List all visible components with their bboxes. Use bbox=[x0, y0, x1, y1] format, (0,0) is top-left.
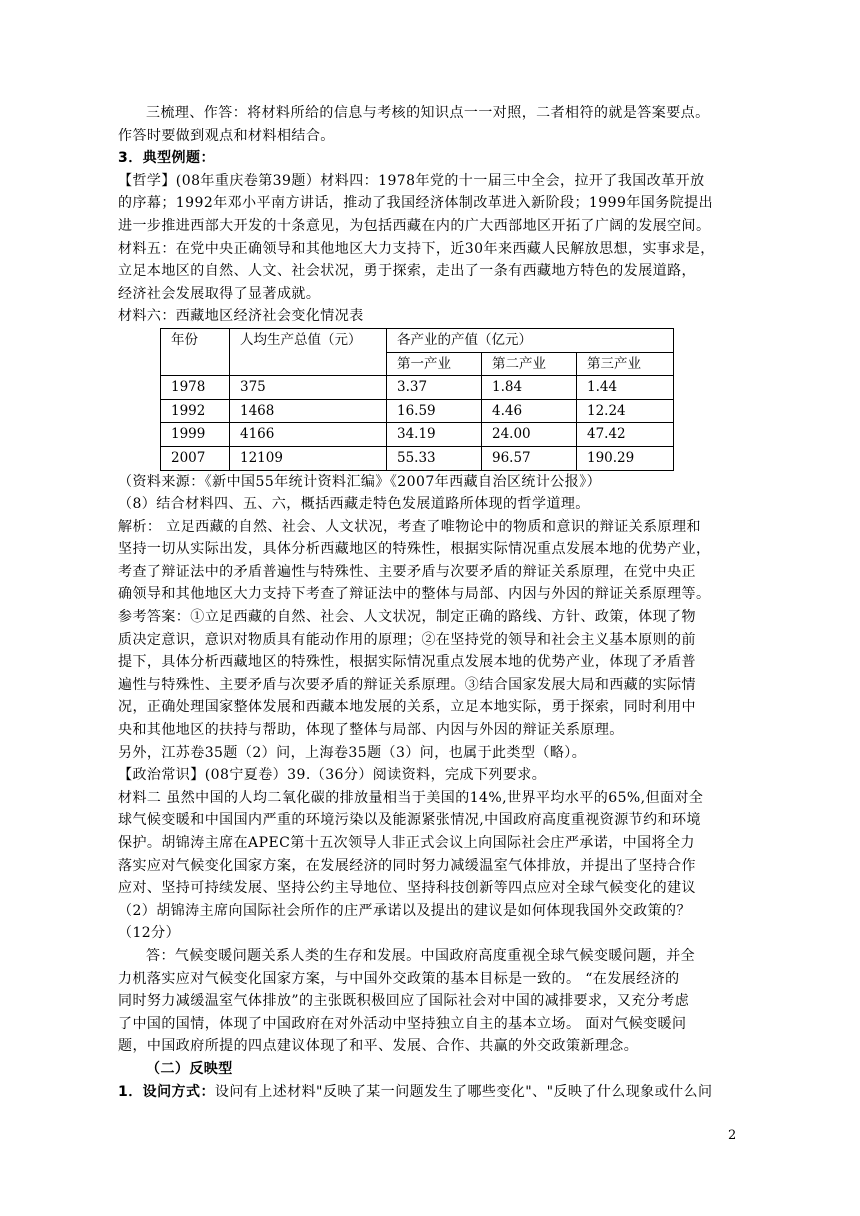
reference-answer-line: 遍性与特殊性、主要矛盾与次要矛盾的辩证关系原理。③结合国家发展大局和西藏的实际情 bbox=[118, 676, 696, 693]
analysis-line: 确领导和其他地区大力支持下考查了辩证法中的整体与局部、内因与外因的辩证关系原理等。 bbox=[118, 586, 711, 603]
material-line: 材料二 虽然中国的人均二氧化碳的排放量相当于美国的14%,世界平均水平的65%,但面对全 bbox=[118, 789, 704, 806]
cell-gdp: 1468 bbox=[230, 399, 387, 423]
reference-answer-line: 提下，具体分析西藏地区的特殊性，根据实际情况重点发展本地的优势产业，体现了矛盾普 bbox=[118, 654, 696, 671]
economic-table bbox=[160, 328, 674, 471]
reference-answer-line: 参考答案：①立足西藏的自然、社会、人文状况，制定正确的路线、方针、政策，体现了物 bbox=[118, 609, 696, 626]
question-method-text: 设问有上述材料"反映了某一问题发生了哪些变化"、"反映了什么现象或什么问 bbox=[214, 1083, 713, 1100]
header-year: 年份 bbox=[161, 328, 230, 375]
material-line: 落实应对气候变化国家方案，在发展经济的同时努力减缓温室气体排放，并提出了坚持合作 bbox=[118, 857, 696, 874]
cell-secondary: 4.46 bbox=[482, 399, 577, 423]
paragraph-line: 的序幕；1992年邓小平南方讲话，推动了我国经济体制改革进入新阶段；1999年国务院提出 bbox=[118, 195, 714, 212]
question-line: （2）胡锦涛主席向国际社会所作的庄严承诺以及提出的建议是如何体现我国外交政策的？ bbox=[118, 902, 691, 919]
answer-line: 力机落实应对气候变化国家方案，与中国外交政策的基本目标是一致的。 “在发展经济的 bbox=[118, 970, 680, 987]
paragraph-line: 三梳理、作答：将材料所给的信息与考核的知识点一一对照，二者相符的就是答案要点。 bbox=[146, 105, 710, 121]
cell-secondary: 1.84 bbox=[482, 376, 577, 400]
cell-year: 1978 bbox=[161, 376, 230, 400]
cell-secondary: 96.57 bbox=[482, 446, 577, 470]
answer-line: 题，中国政府所提的四点建议体现了和平、发展、合作、共赢的外交政策新理念。 bbox=[118, 1038, 639, 1055]
question-line: （12分） bbox=[118, 925, 181, 942]
paragraph-line bbox=[118, 1081, 744, 1104]
cell-tertiary: 47.42 bbox=[577, 423, 674, 447]
cell-gdp: 4166 bbox=[230, 423, 387, 447]
paragraph-line: 【政治常识】(08宁夏卷）39.（36分）阅读资料，完成下列要求。 bbox=[118, 767, 547, 784]
header-primary: 第一产业 bbox=[387, 352, 482, 376]
analysis-line: 解析： 立足西藏的自然、社会、人文状况，考查了唯物论中的物质和意识的辩证关系原理和 bbox=[118, 518, 701, 535]
cell-gdp: 375 bbox=[230, 376, 387, 400]
cell-primary: 3.37 bbox=[387, 376, 482, 400]
answer-line: 同时努力减缓温室气体排放”的主张既积极回应了国际社会对中国的减排要求，又充分考虑 bbox=[118, 993, 690, 1010]
answer-line: 了中国的国情，体现了中国政府在对外活动中坚持独立自主的基本立场。 面对气候变暖问 bbox=[118, 1015, 687, 1032]
reference-answer-line: 央和其他地区的扶持与帮助，体现了整体与局部、内因与外因的辩证关系原理。 bbox=[118, 722, 624, 739]
page-number: 2 bbox=[728, 1128, 737, 1143]
table-caption: 材料六：西藏地区经济社会变化情况表 bbox=[118, 308, 364, 325]
header-industry: 各产业的产值（亿元） bbox=[387, 328, 674, 352]
paragraph-line: 另外，江苏卷35题（2）问，上海卷35题（3）问，也属于此类型（略）。 bbox=[118, 744, 587, 761]
answer-line: 答：气候变暖问题关系人类的生存和发展。中国政府高度重视全球气候变暖问题，并全 bbox=[146, 947, 696, 964]
reference-answer-line: 质决定意识，意识对物质具有能动作用的原理；②在坚持党的领导和社会主义基本原则的前 bbox=[118, 631, 696, 648]
cell-year: 2007 bbox=[161, 446, 230, 470]
cell-year: 1999 bbox=[161, 423, 230, 447]
paragraph-line: 立足本地区的自然、人文、社会状况，勇于探索，走出了一条有西藏地方特色的发展道路， bbox=[118, 263, 696, 280]
cell-primary: 16.59 bbox=[387, 399, 482, 423]
paragraph-line: 【哲学】(08年重庆卷第39题）材料四：1978年党的十一届三中全会，拉开了我国改革开放 bbox=[118, 172, 705, 189]
table-row bbox=[161, 446, 674, 470]
cell-tertiary: 1.44 bbox=[577, 376, 674, 400]
paragraph-line: 进一步推进西部大开发的十条意见，为包括西藏在内的广大西部地区开拓了广阔的发展空间。 bbox=[118, 217, 711, 234]
cell-primary: 34.19 bbox=[387, 423, 482, 447]
question-line: （8）结合材料四、五、六，概括西藏走特色发展道路所体现的哲学道理。 bbox=[118, 496, 590, 513]
material-line: 保护。胡锦涛主席在APEC第十五次领导人非正式会议上向国际社会庄严承诺，中国将全力 bbox=[118, 835, 695, 851]
analysis-line: 考查了辩证法中的矛盾普遍性与特殊性、主要矛盾与次要矛盾的辩证关系原理，在党中央正 bbox=[118, 563, 696, 580]
paragraph-line: 经济社会发展取得了显著成就。 bbox=[118, 285, 321, 302]
cell-tertiary: 190.29 bbox=[577, 446, 674, 470]
document-page bbox=[118, 102, 744, 1103]
table-row bbox=[161, 376, 674, 400]
table-row bbox=[161, 423, 674, 447]
analysis-line: 坚持一切从实际出发，具体分析西藏地区的特殊性，根据实际情况重点发展本地的优势产业， bbox=[118, 541, 711, 558]
header-gdp: 人均生产总值（元） bbox=[230, 328, 387, 375]
cell-primary: 55.33 bbox=[387, 446, 482, 470]
section-heading: 3．典型例题： bbox=[118, 150, 215, 167]
material-line: 球气候变暖和中国国内严重的环境污染以及能源紧张情况,中国政府高度重视资源节约和环境 bbox=[118, 812, 701, 829]
reference-answer-line: 况，正确处理国家整体发展和西藏本地发展的关系，立足本地实际，勇于探索，同时利用中 bbox=[118, 699, 696, 716]
header-tertiary: 第三产业 bbox=[577, 352, 674, 376]
table-row bbox=[161, 399, 674, 423]
paragraph-line: 材料五：在党中央正确领导和其他地区大力支持下，近30年来西藏人民解放思想，实事求是， bbox=[118, 240, 715, 257]
cell-tertiary: 12.24 bbox=[577, 399, 674, 423]
cell-gdp: 12109 bbox=[230, 446, 387, 470]
material-line: 应对、坚持可持续发展、坚持公约主导地位、坚持科技创新等四点应对全球气候变化的建议 bbox=[118, 880, 696, 897]
paragraph-line: 作答时要做到观点和材料相结合。 bbox=[118, 127, 335, 144]
cell-year: 1992 bbox=[161, 399, 230, 423]
header-secondary: 第二产业 bbox=[482, 352, 577, 376]
cell-secondary: 24.00 bbox=[482, 423, 577, 447]
section-heading: （二）反映型 bbox=[146, 1060, 233, 1077]
question-method-label: 1．设问方式： bbox=[118, 1083, 215, 1100]
table-header-row bbox=[161, 328, 674, 352]
source-note: （资料来源：《新中国55年统计资料汇编》《2007年西藏自治区统计公报》） bbox=[118, 473, 602, 490]
